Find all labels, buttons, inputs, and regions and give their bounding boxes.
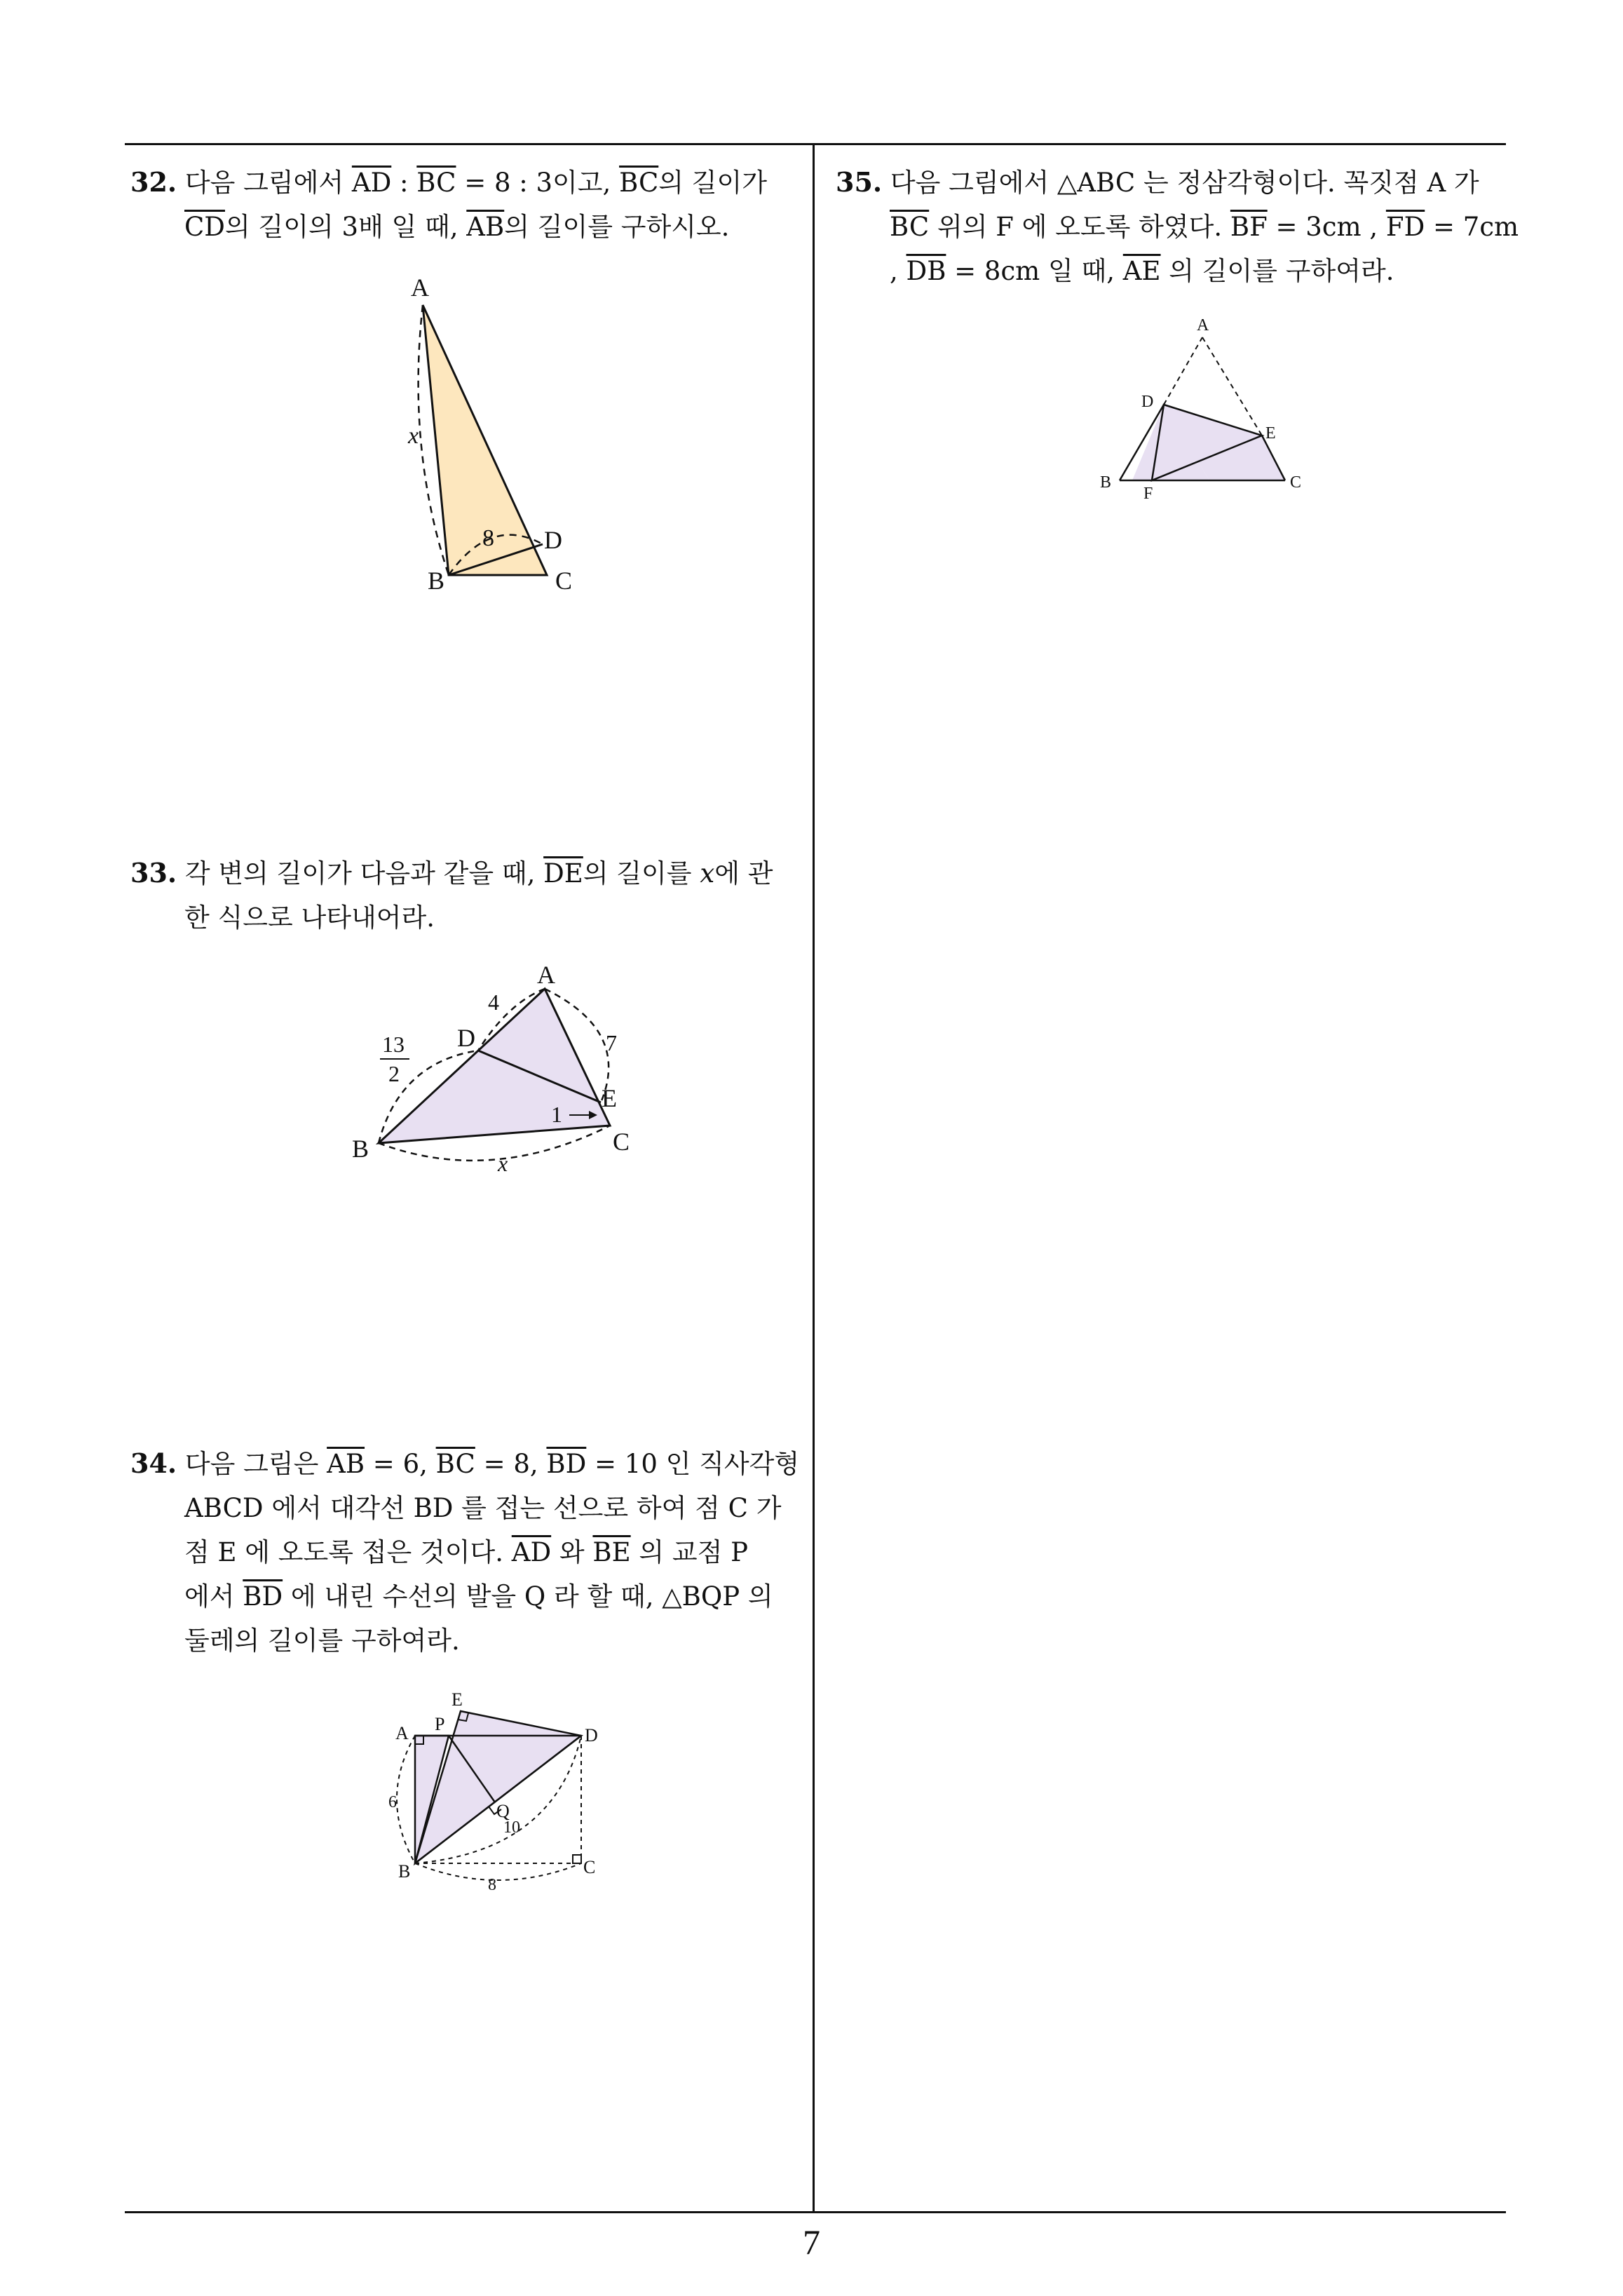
segment: $\overline{BC}$: [435, 1449, 475, 1479]
dashed-arc-ab: [397, 1736, 415, 1863]
text: 한 식으로 나타내어라.: [184, 903, 435, 933]
label-e: E: [451, 1689, 463, 1710]
problem-34: [130, 1441, 807, 1663]
label-b: B: [1100, 473, 1112, 492]
problem-32-line-1: [130, 160, 807, 205]
segment: $\overline{DB}$: [906, 256, 946, 286]
label-1: 1: [551, 1102, 562, 1127]
label-d: D: [585, 1725, 598, 1745]
text: = 8 : 3이고,: [456, 168, 620, 198]
problem-32-figure: [393, 266, 603, 596]
label-p: P: [435, 1714, 445, 1734]
label-q: Q: [496, 1801, 510, 1821]
dashed-arc-bc: [415, 1863, 581, 1880]
problem-32: [130, 160, 807, 249]
text: 점 E 에 오도록 접은 것이다.: [184, 1537, 512, 1567]
text: 에서: [184, 1581, 243, 1612]
label-a: A: [411, 274, 429, 302]
segment: $\overline{AD}$: [511, 1537, 552, 1567]
label-frac-den: 2: [388, 1061, 400, 1086]
text: 각 변의 길이가 다음과 같을 때,: [184, 858, 544, 889]
text: :: [391, 168, 417, 198]
text: = 10 인 직사각형: [586, 1449, 800, 1479]
text: ABCD 에서 대각선 BD 를 접는 선으로 하여 점 C 가: [184, 1493, 782, 1523]
segment: $\overline{AB}$: [466, 212, 505, 242]
label-e: E: [602, 1084, 617, 1112]
label-c: C: [1290, 473, 1302, 492]
problem-33-line-2: [130, 896, 807, 940]
right-angle-c: [573, 1855, 581, 1863]
segment: $\overline{DE}$: [543, 858, 583, 889]
problem-34-line-2: [130, 1486, 807, 1530]
label-c: C: [555, 567, 573, 595]
text: 다음 그림에서: [184, 168, 352, 198]
label-b: B: [398, 1861, 411, 1882]
segment: $\overline{BD}$: [546, 1449, 587, 1479]
label-8: 8: [482, 525, 494, 551]
bottom-rule: [125, 2211, 1506, 2213]
problem-number: 34.: [130, 1447, 177, 1479]
problem-35-line-3: [836, 249, 1509, 293]
problem-33: [130, 851, 807, 940]
segment: $\overline{BD}$: [243, 1581, 283, 1612]
text: = 8,: [475, 1449, 547, 1479]
problem-33-figure: [337, 954, 666, 1178]
problem-33-line-1: [130, 851, 807, 896]
text: 다음 그림에서 △ABC 는 정삼각형이다. 꼭짓점 A 가: [890, 168, 1479, 198]
text: 의 길이의 3배 일 때,: [224, 212, 467, 242]
label-frac-num: 13: [382, 1032, 405, 1057]
problem-35: [836, 160, 1519, 293]
segment: $\overline{AE}$: [1122, 256, 1161, 286]
label-b: B: [352, 1135, 369, 1163]
label-8: 8: [488, 1876, 496, 1894]
label-c: C: [583, 1857, 596, 1877]
label-d: D: [457, 1024, 475, 1052]
problem-34-line-4: [130, 1574, 807, 1619]
variable-x: x: [700, 858, 715, 889]
text: = 8cm 일 때,: [946, 256, 1123, 286]
text: 위의 F 에 오도록 하였다.: [929, 212, 1230, 242]
segment: $\overline{AB}$: [327, 1449, 365, 1479]
problem-34-line-5: [130, 1619, 807, 1663]
top-rule: [125, 143, 1506, 145]
text: 의 길이를 구하시오.: [504, 212, 730, 242]
text: 다음 그림은: [184, 1449, 327, 1479]
text: 에 내린 수선의 발을 Q 라 할 때, △BQP 의: [283, 1581, 773, 1612]
problem-35-line-2: [836, 205, 1519, 249]
label-c: C: [613, 1128, 630, 1156]
text: 의 길이를 구하여라.: [1160, 256, 1394, 286]
text: ,: [890, 256, 906, 286]
label-x: x: [498, 1151, 508, 1176]
text: = 6,: [365, 1449, 436, 1479]
problem-34-line-3: [130, 1530, 807, 1574]
segment: $\overline{BC}$: [619, 168, 659, 198]
label-d: D: [1141, 393, 1154, 411]
text: 의 길이가: [658, 168, 767, 198]
problem-35-figure: [1097, 312, 1315, 508]
problem-number: 32.: [130, 166, 177, 198]
problem-32-line-2: [130, 205, 807, 249]
page-number: 7: [803, 2222, 820, 2262]
dashed-da: [1164, 337, 1202, 405]
text: = 3cm ,: [1267, 212, 1386, 242]
text: 둘레의 길이를 구하여라.: [184, 1626, 460, 1656]
column-divider: [813, 143, 815, 2213]
label-d: D: [544, 526, 562, 554]
segment: $\overline{FD}$: [1385, 212, 1425, 242]
label-a: A: [395, 1723, 409, 1743]
problem-number: 33.: [130, 857, 177, 889]
label-b: B: [428, 567, 445, 595]
segment: $\overline{AD}$: [351, 168, 392, 198]
problem-34-figure: [379, 1687, 610, 1897]
segment: $\overline{BC}$: [416, 168, 456, 198]
text: 의 길이를: [583, 858, 700, 889]
label-f: F: [1143, 485, 1153, 503]
label-e: E: [1265, 424, 1276, 443]
segment: $\overline{BF}$: [1230, 212, 1268, 242]
problem-35-line-1: [836, 160, 1509, 205]
segment: $\overline{BC}$: [890, 212, 930, 242]
label-7: 7: [606, 1030, 617, 1055]
label-a: A: [1197, 316, 1209, 335]
label-a: A: [537, 961, 555, 989]
text: = 7cm: [1425, 212, 1519, 242]
problem-number: 35.: [836, 166, 883, 198]
problem-34-line-1: [130, 1441, 807, 1486]
segment: $\overline{CD}$: [184, 212, 225, 242]
label-6: 6: [388, 1793, 397, 1811]
label-10: 10: [503, 1818, 520, 1837]
text: 의 교점 P: [630, 1537, 749, 1567]
label-x: x: [408, 423, 419, 449]
text: 와: [551, 1537, 593, 1567]
segment: $\overline{BE}$: [592, 1537, 631, 1567]
text: 에 관: [714, 858, 773, 889]
label-4: 4: [488, 990, 499, 1015]
